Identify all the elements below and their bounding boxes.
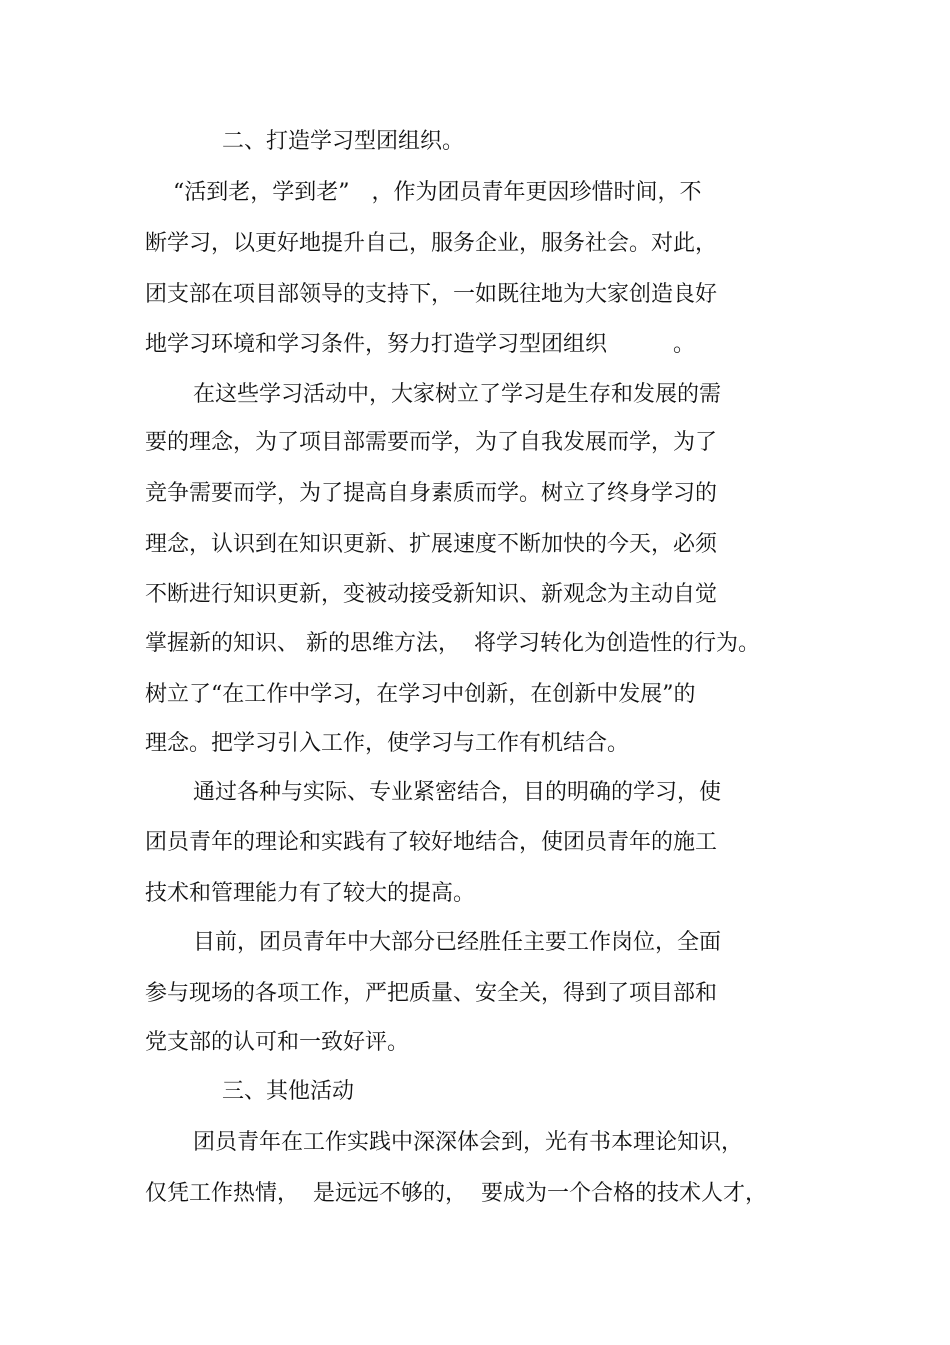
paragraph-line: 参与现场的各项工作，严把质量、安全关，得到了项目部和 [145, 981, 718, 1006]
paragraph-line: 掌握新的知识、 新的思维方法， 将学习转化为创造性的行为。 [145, 631, 760, 656]
paragraph-line: 竞争需要而学，为了提高自身素质而学。树立了终身学习的 [145, 481, 718, 506]
paragraph-line: 仅凭工作热情， 是远远不够的， 要成为一个合格的技术人才， [145, 1181, 767, 1206]
paragraph-line: 团支部在项目部领导的支持下，一如既往地为大家创造良好 [145, 282, 718, 307]
section-heading-2: 二、打造学习型团组织。 [222, 129, 465, 154]
paragraph-line: “活到老，学到老” ，作为团员青年更因珍惜时间，不 [173, 180, 702, 205]
paragraph-line: 地学习环境和学习条件，努力打造学习型团组织 。 [145, 332, 696, 357]
paragraph-line: 断学习，以更好地提升自己，服务企业，服务社会。对此， [145, 231, 718, 256]
paragraph-line: 理念，认识到在知识更新、扩展速度不断加快的今天，必须 [145, 532, 718, 557]
paragraph-line: 理念。把学习引入工作，使学习与工作有机结合。 [145, 731, 630, 756]
paragraph-line: 技术和管理能力有了较大的提高。 [145, 881, 476, 906]
paragraph-line: 不断进行知识更新，变被动接受新知识、新观念为主动自觉 [145, 582, 718, 607]
paragraph-line: 在这些学习活动中，大家树立了学习是生存和发展的需 [193, 382, 722, 407]
paragraph-line: 团员青年的理论和实践有了较好地结合，使团员青年的施工 [145, 830, 718, 855]
paragraph-line: 目前，团员青年中大部分已经胜任主要工作岗位，全面 [193, 930, 722, 955]
paragraph-line: 要的理念，为了项目部需要而学，为了自我发展而学，为了 [145, 430, 718, 455]
paragraph-line: 树立了“在工作中学习，在学习中创新，在创新中发展”的 [145, 682, 696, 707]
paragraph-line: 团员青年在工作实践中深深体会到，光有书本理论知识， [193, 1130, 744, 1155]
section-heading-3: 三、其他活动 [222, 1079, 355, 1104]
paragraph-line: 通过各种与实际、专业紧密结合，目的明确的学习，使 [193, 780, 722, 805]
paragraph-line: 党支部的认可和一致好评。 [145, 1030, 410, 1055]
